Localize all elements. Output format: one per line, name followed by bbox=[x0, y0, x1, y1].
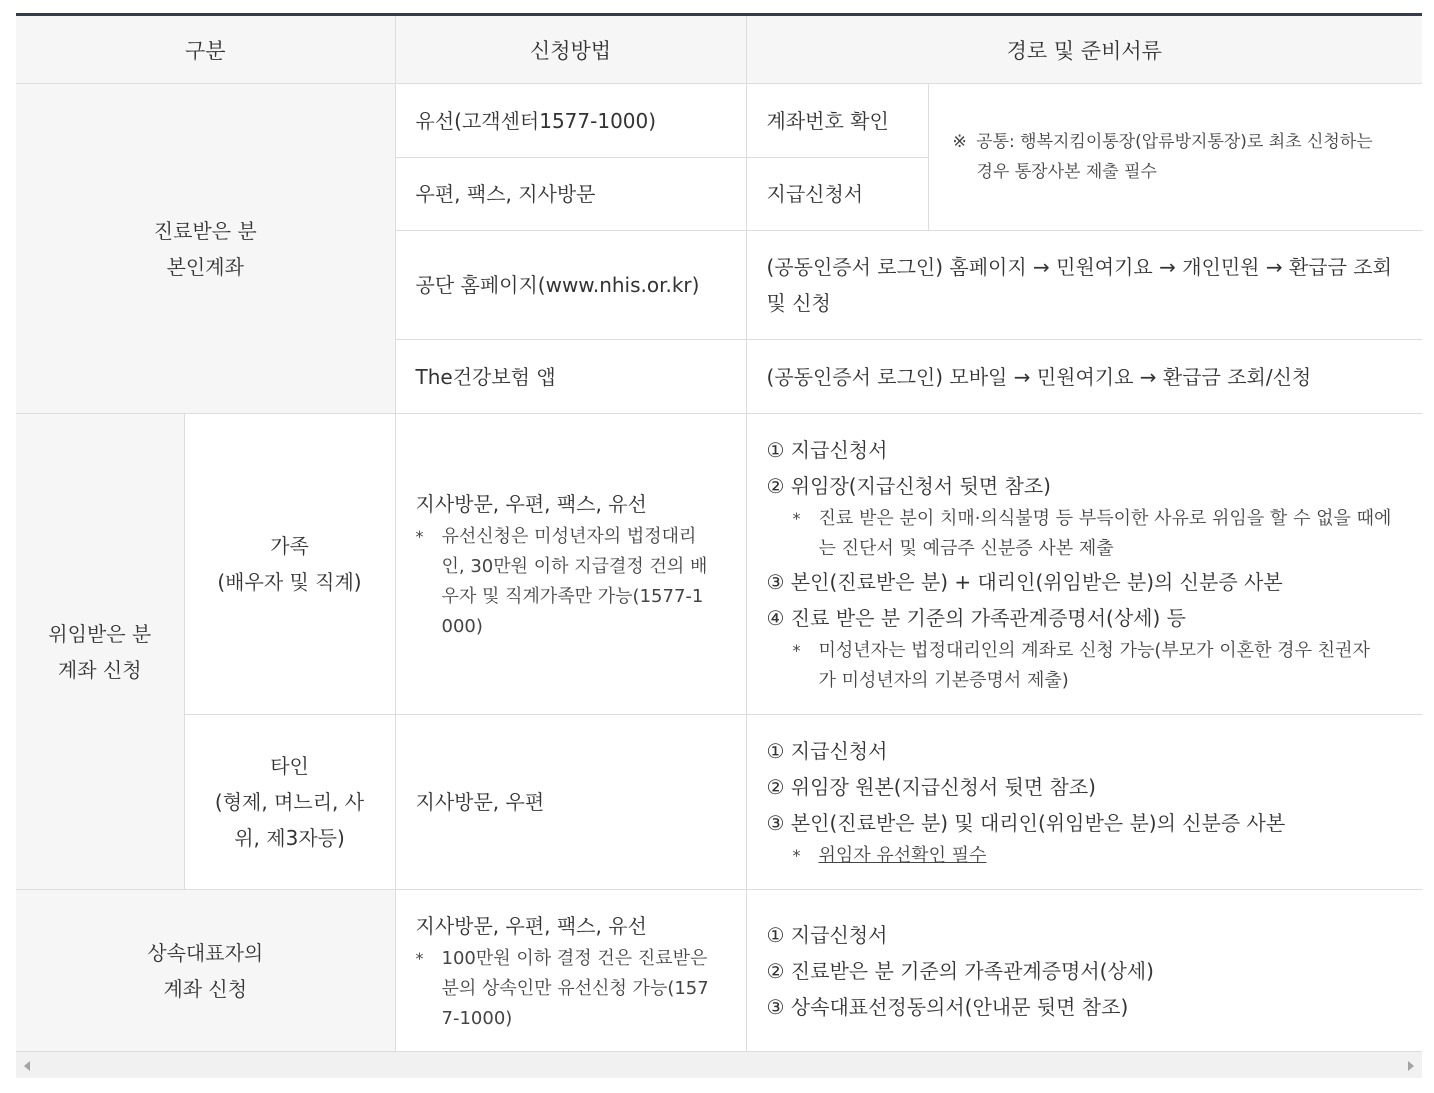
method-other: 지사방문, 우편 bbox=[395, 715, 746, 890]
refund-account-table-wrapper bbox=[16, 13, 1422, 1052]
category-delegate-account: 위임받은 분 계좌 신청 bbox=[16, 414, 184, 890]
method-phone: 유선(고객센터1577-1000) bbox=[395, 84, 746, 158]
path-app: (공동인증서 로그인) 모바일 → 민원여기요 → 환급금 조회/신청 bbox=[746, 340, 1422, 414]
method-homepage: 공단 홈페이지(www.nhis.or.kr) bbox=[395, 231, 746, 340]
method-family: 지사방문, 우편, 팩스, 유선 * 유선신청은 미성년자의 법정대리 인, 30만원 이하 지급결정 건의 배 우자 및 직계가족만 가능(1577-1 000) bbox=[395, 414, 746, 715]
phone-confirm-note: 위임자 유선확인 필수 bbox=[818, 845, 987, 866]
horizontal-scrollbar[interactable] bbox=[16, 1052, 1422, 1078]
refund-account-table bbox=[16, 13, 1422, 1052]
docs-family: ① 지급신청서 ② 위임장(지급신청서 뒷면 참조) * 진료 받은 분이 치매·의식불명 등 부득이한 사유로 위임을 할 수 없을 때에 는 진단서 및 예금주 신분증 사본 제출 ③ 본인(진료받은 분) + 대리인(위임받은 분)의 신분증 사본 ④ 진료 받은 분 기준의 가족관계증명서(상세) 등 * 미성년자는 법정대리인의 계좌로 신청 가능(부모가 이혼한 경우 친권자 가 미성년자의 기본증명서 제출) bbox=[746, 414, 1422, 715]
method-family-note: * 유선신청은 미성년자의 법정대리 bbox=[415, 526, 697, 547]
method-heir: 지사방문, 우편, 팩스, 유선 * 100만원 이하 결정 건은 진료받은 분의 상속인만 유선신청 가능(157 7-1000) bbox=[395, 890, 746, 1052]
scroll-right-arrow-icon[interactable] bbox=[1408, 1061, 1414, 1071]
path-homepage: (공동인증서 로그인) 홈페이지 → 민원여기요 → 개인민원 → 환급금 조회 및 신청 bbox=[746, 231, 1422, 340]
table-row bbox=[16, 890, 1422, 1052]
doc-application-form: 지급신청서 bbox=[746, 158, 928, 231]
table-header-row bbox=[16, 15, 1422, 84]
header-category: 구분 bbox=[16, 15, 395, 84]
table-row bbox=[16, 414, 1422, 715]
subcategory-other: 타인 (형제, 며느리, 사 위, 제3자등) bbox=[184, 715, 395, 890]
method-app: The건강보험 앱 bbox=[395, 340, 746, 414]
common-note: ※ 공통: 행복지킴이통장(압류방지통장)로 최초 신청하는 경우 통장사본 제출 필수 bbox=[928, 84, 1422, 231]
docs-heir: ① 지급신청서 ② 진료받은 분 기준의 가족관계증명서(상세) ③ 상속대표선정동의서(안내문 뒷면 참조) bbox=[746, 890, 1422, 1052]
table-row bbox=[16, 84, 1422, 158]
header-documents: 경로 및 준비서류 bbox=[746, 15, 1422, 84]
scroll-left-arrow-icon[interactable] bbox=[24, 1061, 30, 1071]
doc-account-check: 계좌번호 확인 bbox=[746, 84, 928, 158]
category-heir-account: 상속대표자의 계좌 신청 bbox=[16, 890, 395, 1052]
docs-other: ① 지급신청서 ② 위임장 원본(지급신청서 뒷면 참조) ③ 본인(진료받은 분) 및 대리인(위임받은 분)의 신분증 사본 * 위임자 유선확인 필수 bbox=[746, 715, 1422, 890]
category-self-account: 진료받은 분 본인계좌 bbox=[16, 84, 395, 414]
header-method: 신청방법 bbox=[395, 15, 746, 84]
table-row bbox=[16, 715, 1422, 890]
subcategory-family: 가족 (배우자 및 직계) bbox=[184, 414, 395, 715]
method-mail-fax-visit: 우편, 팩스, 지사방문 bbox=[395, 158, 746, 231]
